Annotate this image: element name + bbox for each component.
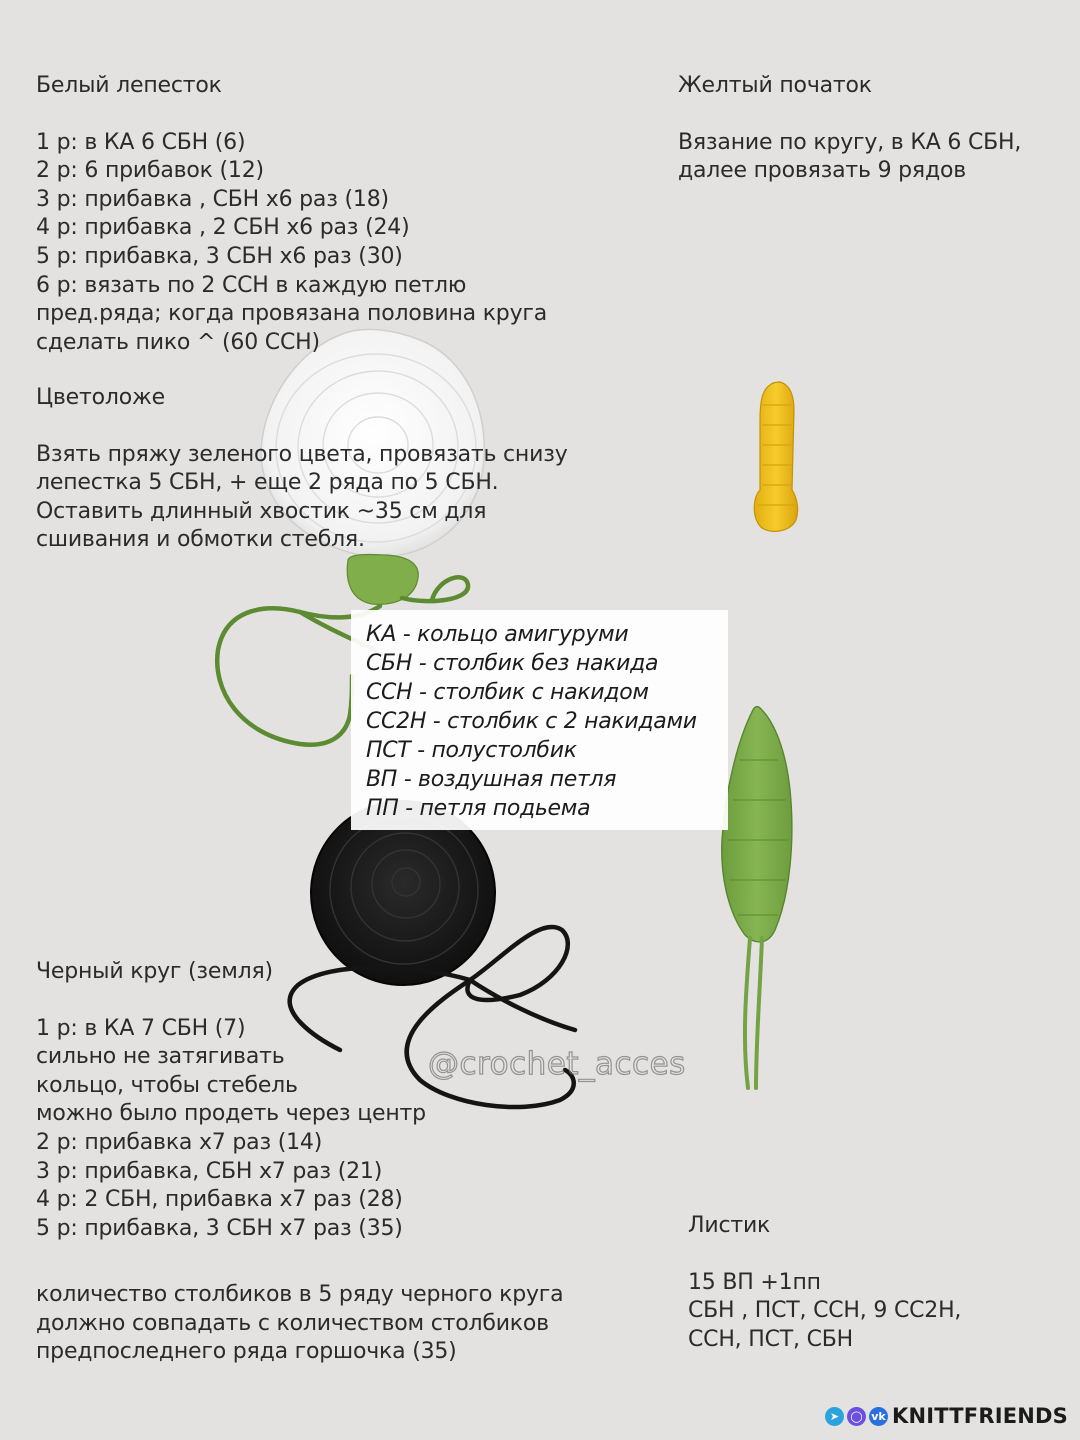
green-leaf-image	[722, 707, 792, 1088]
black-circle-note-line: предпоследнего ряда горшочка (35)	[36, 1339, 457, 1365]
white-petal-row: пред.ряда; когда провязана половина круга	[36, 301, 548, 327]
legend-item: ССН - столбик с накидом	[366, 680, 649, 705]
white-petal-row: 1 р: в КА 6 СБН (6)	[36, 129, 246, 155]
black-circle-row: 1 р: в КА 7 СБН (7)	[36, 1015, 246, 1041]
black-circle-row: сильно не затягивать	[36, 1044, 285, 1070]
leaf-row: 15 ВП +1пп	[688, 1269, 821, 1295]
white-petal-title: Белый лепесток	[36, 73, 222, 98]
brand-name[interactable]: KNITTFRIENDS	[892, 1404, 1068, 1428]
black-circle-row: 2 р: прибавка х7 раз (14)	[36, 1129, 323, 1155]
black-circle-note	[36, 1281, 563, 1367]
receptacle-title: Цветоложе	[36, 385, 165, 410]
black-circle-row: 3 р: прибавка, СБН х7 раз (21)	[36, 1158, 383, 1184]
leaf-row: ССН, ПСТ, СБН	[688, 1326, 853, 1352]
white-petal-section	[36, 72, 547, 357]
legend-item: ВП - воздушная петля	[366, 767, 617, 792]
yellow-spadix-title: Желтый початок	[678, 73, 872, 98]
black-circle-section	[36, 958, 426, 1243]
white-petal-row: сделать пико ^ (60 ССН)	[36, 329, 320, 355]
receptacle-row: сшивания и обмотки стебля.	[36, 527, 365, 553]
legend-item: СБН - столбик без накида	[366, 651, 659, 676]
white-petal-row: 5 р: прибавка, 3 СБН х6 раз (30)	[36, 243, 403, 269]
receptacle-row: Взять пряжу зеленого цвета, провязать снизу	[36, 441, 568, 467]
black-circle-title: Черный круг (земля)	[36, 959, 273, 984]
max-icon[interactable]: ◯	[847, 1407, 866, 1426]
black-circle-note-line: должно совпадать с количеством столбиков	[36, 1310, 549, 1336]
white-petal-row: 2 р: 6 прибавок (12)	[36, 158, 264, 184]
yellow-spadix-row: далее провязать 9 рядов	[678, 158, 967, 184]
legend-item: ПСТ - полустолбик	[366, 738, 577, 763]
leaf-row: СБН , ПСТ, ССН, 9 СС2Н,	[688, 1298, 962, 1324]
white-petal-row: 6 р: вязать по 2 ССН в каждую петлю	[36, 272, 467, 298]
yellow-spadix-section	[678, 72, 1021, 186]
legend-item: КА - кольцо амигуруми	[366, 622, 629, 647]
white-petal-row: 4 р: прибавка , 2 СБН х6 раз (24)	[36, 215, 410, 241]
black-circle-row: 4 р: 2 СБН, прибавка х7 раз (28)	[36, 1187, 403, 1213]
leaf-section	[688, 1212, 961, 1354]
telegram-icon[interactable]: ➤	[825, 1407, 844, 1426]
yellow-spadix-image	[754, 382, 797, 531]
white-petal-row: 3 р: прибавка , СБН х6 раз (18)	[36, 186, 389, 212]
legend-item: СС2Н - столбик с 2 накидами	[366, 709, 697, 734]
receptacle-row: Оставить длинный хвостик ~35 см для	[36, 498, 487, 524]
leaf-title: Листик	[688, 1213, 771, 1238]
yellow-spadix-row: Вязание по кругу, в КА 6 СБН,	[678, 129, 1022, 155]
brand-footer	[825, 1404, 1068, 1428]
black-circle-row: кольцо, чтобы стебель	[36, 1072, 298, 1098]
black-circle-note-line: количество столбиков в 5 ряду черного круга	[36, 1282, 564, 1307]
receptacle-row: лепестка 5 СБН, + еще 2 ряда по 5 СБН.	[36, 470, 499, 496]
receptacle-section	[36, 384, 568, 555]
abbreviation-legend	[351, 610, 728, 830]
black-circle-row: можно было продеть через центр	[36, 1101, 426, 1127]
watermark: @crochet_acces	[428, 1046, 686, 1082]
legend-item: ПП - петля подьема	[366, 796, 591, 821]
vk-icon[interactable]: vk	[869, 1407, 888, 1426]
black-circle-row: 5 р: прибавка, 3 СБН х7 раз (35)	[36, 1215, 403, 1241]
